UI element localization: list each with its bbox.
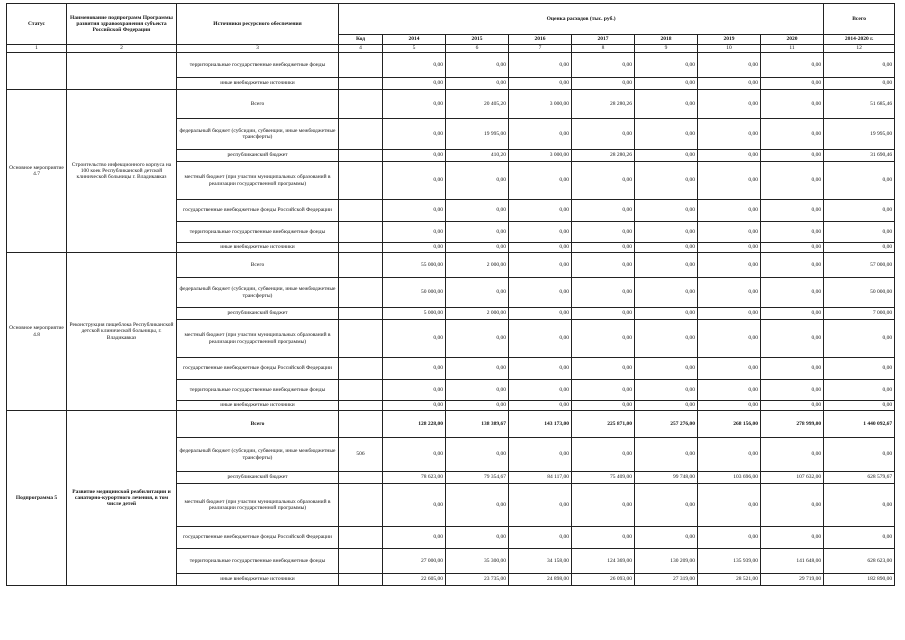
header-year: 2015: [446, 35, 509, 45]
header-total-period: 2014-2020 г.: [824, 35, 895, 45]
value-cell: 0,00: [635, 401, 698, 411]
source-cell: территориальные государственные внебюджетные фонды: [177, 380, 339, 401]
value-cell: 19 995,00: [446, 119, 509, 150]
header-sources: Источники ресурсного обеспечения: [177, 4, 339, 45]
value-cell: 20 405,20: [446, 90, 509, 119]
value-cell: 0,00: [572, 484, 635, 527]
source-cell: федеральный бюджет (субсидии, субвенции, иные межбюджетные трансферты): [177, 119, 339, 150]
header-estimate: Оценка расходов (тыс. руб.): [339, 4, 824, 35]
value-cell: 0,00: [698, 278, 761, 308]
value-cell: 0,00: [635, 308, 698, 320]
name-cell: Реконструкция пищеблока Республиканской детской клинической больницы, г. Владикавказ: [67, 253, 177, 411]
value-cell: 0,00: [572, 380, 635, 401]
name-cell: Развитие медицинской реабилитации и санаторно-курортного лечения, в том числе детей: [67, 411, 177, 586]
value-cell: 0,00: [761, 320, 824, 358]
value-cell: 0,00: [383, 78, 446, 90]
total-cell: 0,00: [824, 438, 895, 472]
table-row: [7, 90, 895, 119]
total-cell: 628 579,67: [824, 472, 895, 484]
name-cell: Строительство инфекционного корпуса на 100 коек Республиканской детской клинической больницы г. Владикавказ: [67, 90, 177, 253]
value-cell: 0,00: [509, 200, 572, 222]
value-cell: 0,00: [446, 200, 509, 222]
kod-cell: [339, 90, 383, 119]
value-cell: 27 319,00: [635, 574, 698, 586]
value-cell: 0,00: [698, 253, 761, 278]
value-cell: 0,00: [635, 484, 698, 527]
total-cell: 31 690,46: [824, 150, 895, 162]
value-cell: 0,00: [761, 278, 824, 308]
value-cell: 0,00: [761, 308, 824, 320]
source-cell: государственные внебюджетные фонды Российской Федерации: [177, 527, 339, 549]
value-cell: 2 000,00: [446, 308, 509, 320]
value-cell: 225 871,00: [572, 411, 635, 438]
source-cell: Всего: [177, 411, 339, 438]
value-cell: 0,00: [698, 243, 761, 253]
header-year: 2019: [698, 35, 761, 45]
source-cell: федеральный бюджет (субсидии, субвенции, иные межбюджетные трансферты): [177, 438, 339, 472]
value-cell: 50 000,00: [383, 278, 446, 308]
total-cell: 0,00: [824, 358, 895, 380]
value-cell: 0,00: [509, 53, 572, 78]
source-cell: иные внебюджетные источники: [177, 401, 339, 411]
value-cell: 0,00: [509, 243, 572, 253]
total-cell: 0,00: [824, 78, 895, 90]
value-cell: 0,00: [572, 278, 635, 308]
kod-cell: [339, 358, 383, 380]
source-cell: местный бюджет (при участии муниципальных образований в реализации государственной программы): [177, 484, 339, 527]
value-cell: 0,00: [383, 90, 446, 119]
source-cell: республиканский бюджет: [177, 308, 339, 320]
value-cell: 0,00: [446, 527, 509, 549]
value-cell: 0,00: [572, 438, 635, 472]
value-cell: 3 000,00: [509, 150, 572, 162]
kod-cell: [339, 411, 383, 438]
total-cell: 182 890,00: [824, 574, 895, 586]
value-cell: 103 696,00: [698, 472, 761, 484]
value-cell: 0,00: [509, 78, 572, 90]
value-cell: 143 173,00: [509, 411, 572, 438]
total-cell: 19 995,00: [824, 119, 895, 150]
header-status: Статус: [7, 4, 67, 45]
value-cell: 0,00: [509, 119, 572, 150]
col-number: 1: [7, 45, 67, 53]
table-row: [7, 53, 895, 78]
source-cell: местный бюджет (при участии муниципальных образований в реализации государственной программы): [177, 320, 339, 358]
status-cell: Основное мероприятие 4.7: [7, 90, 67, 253]
value-cell: 0,00: [761, 243, 824, 253]
value-cell: 55 000,00: [383, 253, 446, 278]
kod-cell: [339, 222, 383, 243]
value-cell: 0,00: [635, 200, 698, 222]
table-body: [7, 53, 895, 586]
kod-cell: [339, 162, 383, 200]
value-cell: 130 209,00: [635, 549, 698, 574]
total-cell: 0,00: [824, 320, 895, 358]
value-cell: 29 719,00: [761, 574, 824, 586]
value-cell: 0,00: [383, 527, 446, 549]
value-cell: 84 117,00: [509, 472, 572, 484]
value-cell: 0,00: [383, 243, 446, 253]
value-cell: 0,00: [698, 53, 761, 78]
value-cell: 0,00: [572, 200, 635, 222]
status-cell: Основное мероприятие 4.8: [7, 253, 67, 411]
col-number: 8: [572, 45, 635, 53]
status-cell: [7, 53, 67, 90]
value-cell: 0,00: [509, 401, 572, 411]
kod-cell: [339, 472, 383, 484]
value-cell: 138 389,67: [446, 411, 509, 438]
col-number: 5: [383, 45, 446, 53]
kod-cell: [339, 200, 383, 222]
value-cell: 0,00: [698, 527, 761, 549]
value-cell: 0,00: [698, 320, 761, 358]
kod-cell: [339, 527, 383, 549]
value-cell: 135 939,00: [698, 549, 761, 574]
value-cell: 28 280,26: [572, 150, 635, 162]
value-cell: 3 000,00: [509, 90, 572, 119]
value-cell: 0,00: [635, 253, 698, 278]
source-cell: Всего: [177, 253, 339, 278]
value-cell: 0,00: [761, 438, 824, 472]
value-cell: 0,00: [572, 401, 635, 411]
kod-cell: [339, 119, 383, 150]
source-cell: иные внебюджетные источники: [177, 243, 339, 253]
value-cell: 0,00: [698, 358, 761, 380]
kod-cell: [339, 78, 383, 90]
header-year: 2020: [761, 35, 824, 45]
value-cell: 124 369,00: [572, 549, 635, 574]
total-cell: 7 000,00: [824, 308, 895, 320]
value-cell: 0,00: [635, 222, 698, 243]
value-cell: 0,00: [635, 162, 698, 200]
col-number: 4: [339, 45, 383, 53]
value-cell: 0,00: [698, 78, 761, 90]
value-cell: 0,00: [635, 278, 698, 308]
source-cell: государственные внебюджетные фонды Российской Федерации: [177, 358, 339, 380]
value-cell: 0,00: [446, 438, 509, 472]
value-cell: 0,00: [446, 278, 509, 308]
value-cell: 0,00: [761, 90, 824, 119]
value-cell: 0,00: [761, 253, 824, 278]
value-cell: 0,00: [509, 438, 572, 472]
value-cell: 0,00: [446, 162, 509, 200]
value-cell: 78 623,00: [383, 472, 446, 484]
total-cell: 0,00: [824, 484, 895, 527]
total-cell: 0,00: [824, 162, 895, 200]
source-cell: местный бюджет (при участии муниципальных образований в реализации государственной программы): [177, 162, 339, 200]
kod-cell: [339, 308, 383, 320]
kod-cell: [339, 549, 383, 574]
value-cell: 0,00: [572, 222, 635, 243]
total-cell: 628 623,00: [824, 549, 895, 574]
value-cell: 0,00: [761, 222, 824, 243]
total-cell: 0,00: [824, 527, 895, 549]
value-cell: 0,00: [509, 380, 572, 401]
kod-cell: [339, 484, 383, 527]
value-cell: 0,00: [698, 119, 761, 150]
value-cell: 35 300,00: [446, 549, 509, 574]
value-cell: 0,00: [383, 438, 446, 472]
source-cell: республиканский бюджет: [177, 472, 339, 484]
value-cell: 0,00: [509, 253, 572, 278]
value-cell: 0,00: [698, 150, 761, 162]
value-cell: 0,00: [509, 278, 572, 308]
kod-cell: [339, 253, 383, 278]
value-cell: 0,00: [698, 90, 761, 119]
value-cell: 0,00: [761, 380, 824, 401]
value-cell: 0,00: [635, 527, 698, 549]
value-cell: 0,00: [635, 358, 698, 380]
value-cell: 0,00: [635, 243, 698, 253]
value-cell: 0,00: [572, 162, 635, 200]
value-cell: 0,00: [761, 150, 824, 162]
kod-cell: [339, 278, 383, 308]
value-cell: 0,00: [761, 119, 824, 150]
value-cell: 0,00: [383, 484, 446, 527]
value-cell: 0,00: [509, 162, 572, 200]
total-cell: 0,00: [824, 53, 895, 78]
value-cell: 0,00: [446, 358, 509, 380]
value-cell: 107 632,00: [761, 472, 824, 484]
col-number: 12: [824, 45, 895, 53]
value-cell: 0,00: [572, 53, 635, 78]
value-cell: 410,20: [446, 150, 509, 162]
value-cell: 5 000,00: [383, 308, 446, 320]
value-cell: 0,00: [446, 484, 509, 527]
value-cell: 0,00: [761, 527, 824, 549]
kod-cell: [339, 243, 383, 253]
value-cell: 0,00: [509, 527, 572, 549]
value-cell: 0,00: [761, 78, 824, 90]
status-cell: Подпрограмма 5: [7, 411, 67, 586]
value-cell: 0,00: [383, 358, 446, 380]
value-cell: 0,00: [383, 150, 446, 162]
value-cell: 0,00: [761, 162, 824, 200]
value-cell: 0,00: [383, 162, 446, 200]
source-cell: иные внебюджетные источники: [177, 78, 339, 90]
col-number: 2: [67, 45, 177, 53]
value-cell: 0,00: [509, 484, 572, 527]
value-cell: 23 735,00: [446, 574, 509, 586]
kod-cell: [339, 320, 383, 358]
header-year: 2014: [383, 35, 446, 45]
value-cell: 0,00: [383, 200, 446, 222]
value-cell: 0,00: [761, 484, 824, 527]
name-cell: [67, 53, 177, 90]
source-cell: иные внебюджетные источники: [177, 574, 339, 586]
value-cell: 0,00: [761, 200, 824, 222]
value-cell: 257 276,00: [635, 411, 698, 438]
value-cell: 0,00: [698, 200, 761, 222]
value-cell: 0,00: [383, 320, 446, 358]
source-cell: Всего: [177, 90, 339, 119]
source-cell: республиканский бюджет: [177, 150, 339, 162]
value-cell: 28 280,26: [572, 90, 635, 119]
col-number: 10: [698, 45, 761, 53]
value-cell: 0,00: [698, 401, 761, 411]
value-cell: 0,00: [446, 53, 509, 78]
col-number: 7: [509, 45, 572, 53]
value-cell: 0,00: [572, 253, 635, 278]
value-cell: 26 093,00: [572, 574, 635, 586]
kod-cell: 506: [339, 438, 383, 472]
value-cell: 79 354,67: [446, 472, 509, 484]
table-row: [7, 411, 895, 438]
value-cell: 0,00: [635, 78, 698, 90]
value-cell: 0,00: [635, 320, 698, 358]
value-cell: 0,00: [572, 78, 635, 90]
total-cell: 0,00: [824, 222, 895, 243]
value-cell: 0,00: [383, 119, 446, 150]
header-year: 2016: [509, 35, 572, 45]
value-cell: 0,00: [698, 222, 761, 243]
value-cell: 0,00: [635, 53, 698, 78]
source-cell: территориальные государственные внебюджетные фонды: [177, 222, 339, 243]
value-cell: 34 158,00: [509, 549, 572, 574]
header-kod: Код: [339, 35, 383, 45]
total-cell: 0,00: [824, 401, 895, 411]
value-cell: 22 605,00: [383, 574, 446, 586]
col-number: 9: [635, 45, 698, 53]
value-cell: 141 648,00: [761, 549, 824, 574]
value-cell: 0,00: [572, 320, 635, 358]
value-cell: 0,00: [509, 358, 572, 380]
value-cell: 0,00: [446, 222, 509, 243]
value-cell: 2 000,00: [446, 253, 509, 278]
total-cell: 0,00: [824, 380, 895, 401]
value-cell: 0,00: [635, 380, 698, 401]
value-cell: 0,00: [446, 243, 509, 253]
value-cell: 28 521,00: [698, 574, 761, 586]
value-cell: 0,00: [509, 320, 572, 358]
value-cell: 99 748,00: [635, 472, 698, 484]
value-cell: 0,00: [383, 53, 446, 78]
total-cell: 0,00: [824, 200, 895, 222]
kod-cell: [339, 380, 383, 401]
value-cell: 0,00: [509, 222, 572, 243]
kod-cell: [339, 150, 383, 162]
value-cell: 0,00: [572, 119, 635, 150]
value-cell: 0,00: [635, 438, 698, 472]
value-cell: 278 999,00: [761, 411, 824, 438]
header-year: 2018: [635, 35, 698, 45]
value-cell: 0,00: [446, 380, 509, 401]
kod-cell: [339, 401, 383, 411]
col-number: 6: [446, 45, 509, 53]
value-cell: 128 228,00: [383, 411, 446, 438]
value-cell: 24 898,00: [509, 574, 572, 586]
value-cell: 0,00: [698, 484, 761, 527]
value-cell: 0,00: [383, 380, 446, 401]
value-cell: 0,00: [446, 78, 509, 90]
source-cell: территориальные государственные внебюджетные фонды: [177, 549, 339, 574]
value-cell: 0,00: [446, 320, 509, 358]
value-cell: 27 000,00: [383, 549, 446, 574]
value-cell: 0,00: [698, 162, 761, 200]
value-cell: 0,00: [446, 401, 509, 411]
value-cell: 0,00: [509, 308, 572, 320]
source-cell: территориальные государственные внебюджетные фонды: [177, 53, 339, 78]
table-row: [7, 253, 895, 278]
value-cell: 0,00: [635, 90, 698, 119]
value-cell: 0,00: [761, 401, 824, 411]
kod-cell: [339, 53, 383, 78]
col-number: 3: [177, 45, 339, 53]
value-cell: 0,00: [572, 243, 635, 253]
value-cell: 75 409,00: [572, 472, 635, 484]
total-cell: 51 685,46: [824, 90, 895, 119]
value-cell: 0,00: [383, 401, 446, 411]
value-cell: 0,00: [698, 438, 761, 472]
source-cell: государственные внебюджетные фонды Российской Федерации: [177, 200, 339, 222]
value-cell: 0,00: [572, 527, 635, 549]
value-cell: 268 156,00: [698, 411, 761, 438]
value-cell: 0,00: [635, 119, 698, 150]
col-number: 11: [761, 45, 824, 53]
kod-cell: [339, 574, 383, 586]
total-cell: 50 000,00: [824, 278, 895, 308]
value-cell: 0,00: [761, 358, 824, 380]
header-program-name: Наименование подпрограмм Программы развития здравоохранения субъекта Российской Федерации: [67, 4, 177, 45]
budget-table: [6, 3, 895, 586]
source-cell: федеральный бюджет (субсидии, субвенции, иные межбюджетные трансферты): [177, 278, 339, 308]
total-cell: 1 440 092,67: [824, 411, 895, 438]
value-cell: 0,00: [698, 380, 761, 401]
value-cell: 0,00: [761, 53, 824, 78]
value-cell: 0,00: [383, 222, 446, 243]
value-cell: 0,00: [635, 150, 698, 162]
header-year: 2017: [572, 35, 635, 45]
header-total: Всего: [824, 4, 895, 35]
total-cell: 0,00: [824, 243, 895, 253]
value-cell: 0,00: [698, 308, 761, 320]
total-cell: 57 000,00: [824, 253, 895, 278]
value-cell: 0,00: [572, 358, 635, 380]
value-cell: 0,00: [572, 308, 635, 320]
